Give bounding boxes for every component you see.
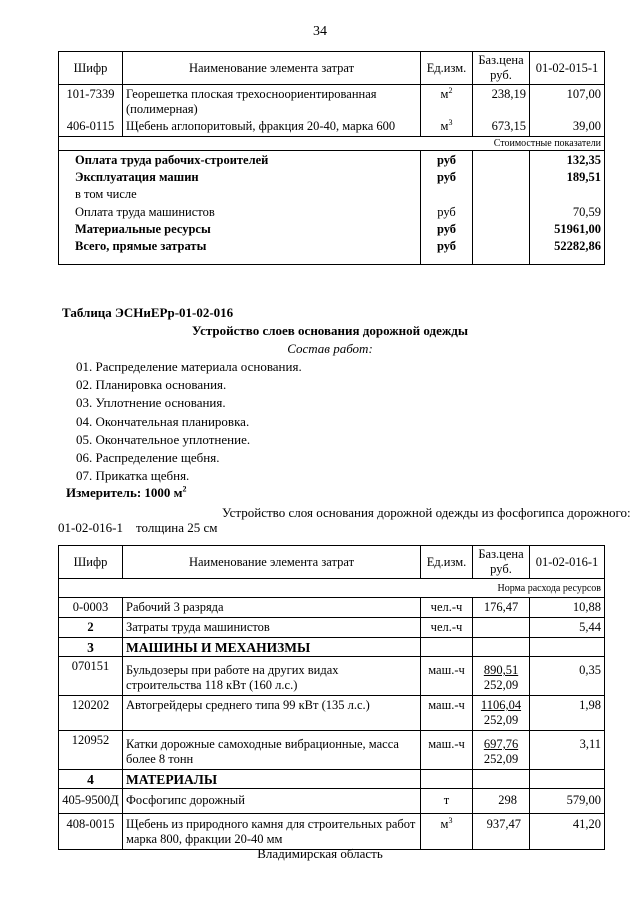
table-row xyxy=(59,85,605,118)
row-name: Щебень аглопоритовый, фракция 20-40, марка 600 xyxy=(123,117,421,137)
row-unit: $м^3$ xyxy=(421,814,473,850)
operations-list xyxy=(76,358,302,485)
group-code: 3 xyxy=(59,638,123,657)
summary-row xyxy=(59,185,605,202)
list-item: 07. Прикатка щебня. xyxy=(76,468,190,484)
summary-unit: руб xyxy=(421,168,473,185)
row-price: 238,19 xyxy=(473,85,530,118)
summary-label: в том числе xyxy=(75,187,137,201)
subheader-row xyxy=(59,137,605,151)
row-unit: $м^3$ xyxy=(421,117,473,137)
description-line: Устройство слоя основания дорожной одежды из фосфогипса дорожного: xyxy=(222,505,631,520)
group-code: 4 xyxy=(59,770,123,789)
row-value: 41,20 xyxy=(530,814,605,850)
row-value: 1,98 xyxy=(530,696,605,731)
table-row xyxy=(59,814,605,850)
header-unit: Ед.изм. xyxy=(421,52,473,85)
row-code: 406-0115 xyxy=(59,117,123,137)
row-code: 405-9500Д xyxy=(59,789,123,814)
row-name: Бульдозеры при работе на других видах строительства 118 кВт (160 л.с.) xyxy=(123,657,421,696)
header-price: Баз.цена руб. xyxy=(473,546,530,579)
row-code: 070151 xyxy=(59,657,123,696)
footer-region: Владимирская область xyxy=(257,846,383,861)
header-unit: Ед.изм. xyxy=(421,546,473,579)
table-header-row xyxy=(59,52,605,85)
table-title: Таблица ЭСНиЕРр-01-02-016 xyxy=(62,305,234,320)
list-item: 02. Планировка основания. xyxy=(76,377,227,393)
group-title: МАТЕРИАЛЫ xyxy=(123,770,421,789)
list-item: 01. Распределение материала основания. xyxy=(76,359,302,374)
row-price: 937,47 xyxy=(473,814,530,850)
row-code: 0-0003 xyxy=(59,598,123,618)
row-name: Автогрейдеры среднего типа 99 кВт (135 л.с.) xyxy=(123,696,421,731)
summary-value: 70,59 xyxy=(530,202,605,220)
summary-unit: руб xyxy=(421,220,473,237)
subheader-row xyxy=(59,579,605,598)
header-norm: 01-02-015-1 xyxy=(530,52,605,85)
section-subtitle: Устройство слоев основания дорожной одежды xyxy=(191,323,469,338)
table-row xyxy=(59,789,605,814)
subheader-label: Норма расхода ресурсов xyxy=(473,579,605,598)
row-code: 120202 xyxy=(59,696,123,731)
summary-row xyxy=(59,220,605,237)
list-item: 03. Уплотнение основания. xyxy=(76,395,226,411)
row-name: Щебень из природного камня для строительных работ марка 800, фракции 20-40 мм xyxy=(123,814,421,850)
summary-unit: руб xyxy=(421,237,473,265)
row-name: Рабочий 3 разряда xyxy=(123,598,421,618)
row-code: 408-0015 xyxy=(59,814,123,850)
row-price: 298 xyxy=(473,789,530,814)
group-row xyxy=(59,638,605,657)
row-unit: $м^2$ xyxy=(421,85,473,118)
row-name: Катки дорожные самоходные вибрационные, масса более 8 тонн xyxy=(123,731,421,770)
summary-row xyxy=(59,202,605,220)
row-name: Фосфогипс дорожный xyxy=(123,789,421,814)
summary-label: Эксплуатация машин xyxy=(75,170,199,184)
row-unit: т xyxy=(421,789,473,814)
group-title: МАШИНЫ И МЕХАНИЗМЫ xyxy=(123,638,421,657)
row-price: 673,15 xyxy=(473,117,530,137)
summary-row xyxy=(59,237,605,265)
list-item: 05. Окончательное уплотнение. xyxy=(76,431,251,447)
subheader-label: Стоимостные показатели xyxy=(473,137,605,151)
table-row xyxy=(59,657,605,696)
summary-unit: руб xyxy=(421,151,473,169)
table-row xyxy=(59,731,605,770)
row-price: 890,51 252,09 xyxy=(473,657,530,696)
row-price: 697,76 252,09 xyxy=(473,731,530,770)
summary-value: 52282,86 xyxy=(530,237,605,265)
table-header-row xyxy=(59,546,605,579)
row-unit: маш.-ч xyxy=(421,731,473,770)
row-value: 579,00 xyxy=(530,789,605,814)
work-composition-label: Состав работ: xyxy=(287,341,373,356)
row-value: 3,11 xyxy=(530,731,605,770)
description-line-code: 01-02-016-1 толщина 25 см xyxy=(58,520,218,535)
row-value: 39,00 xyxy=(530,117,605,137)
header-code: Шифр xyxy=(59,52,123,85)
list-item: 04. Окончательная планировка. xyxy=(76,413,250,429)
row-value: 5,44 xyxy=(530,618,605,638)
row-name: Георешетка плоская трехосноориентированная (полимерная) xyxy=(123,85,421,118)
group-row xyxy=(59,770,605,789)
summary-value: 51961,00 xyxy=(530,220,605,237)
header-name: Наименование элемента затрат xyxy=(123,546,421,579)
table-row xyxy=(59,117,605,137)
row-value: 10,88 xyxy=(530,598,605,618)
row-unit: чел.-ч xyxy=(421,598,473,618)
summary-row xyxy=(59,151,605,169)
row-price: 1106,04 252,09 xyxy=(473,696,530,731)
table-row xyxy=(59,696,605,731)
header-price: Баз.цена руб. xyxy=(473,52,530,85)
summary-label: Материальные ресурсы xyxy=(75,222,211,236)
measurement-unit: Измеритель: 1000 $м^2$ xyxy=(66,484,187,500)
row-value: 107,00 xyxy=(530,85,605,118)
summary-unit: руб xyxy=(421,202,473,220)
list-item: 06. Распределение щебня. xyxy=(76,450,220,466)
header-code: Шифр xyxy=(59,546,123,579)
header-norm: 01-02-016-1 xyxy=(530,546,605,579)
row-unit: чел.-ч xyxy=(421,618,473,638)
summary-value: 132,35 xyxy=(530,151,605,169)
row-price: 176,47 xyxy=(473,598,530,618)
row-code: 120952 xyxy=(59,731,123,770)
row-value: 0,35 xyxy=(530,657,605,696)
summary-value: 189,51 xyxy=(530,168,605,185)
row-code: 2 xyxy=(59,618,123,638)
row-name: Затраты труда машинистов xyxy=(123,618,421,638)
table-row xyxy=(59,598,605,618)
summary-label: Оплата труда рабочих-строителей xyxy=(75,153,269,167)
cost-table-015 xyxy=(58,51,605,265)
summary-label: Оплата труда машинистов xyxy=(75,205,215,219)
row-unit: маш.-ч xyxy=(421,657,473,696)
table-row xyxy=(59,618,605,638)
page-number: 34 xyxy=(313,24,327,39)
resource-table-016 xyxy=(58,545,605,850)
row-unit: маш.-ч xyxy=(421,696,473,731)
summary-row xyxy=(59,168,605,185)
row-code: 101-7339 xyxy=(59,85,123,118)
header-name: Наименование элемента затрат xyxy=(123,52,421,85)
summary-label: Всего, прямые затраты xyxy=(75,239,207,253)
